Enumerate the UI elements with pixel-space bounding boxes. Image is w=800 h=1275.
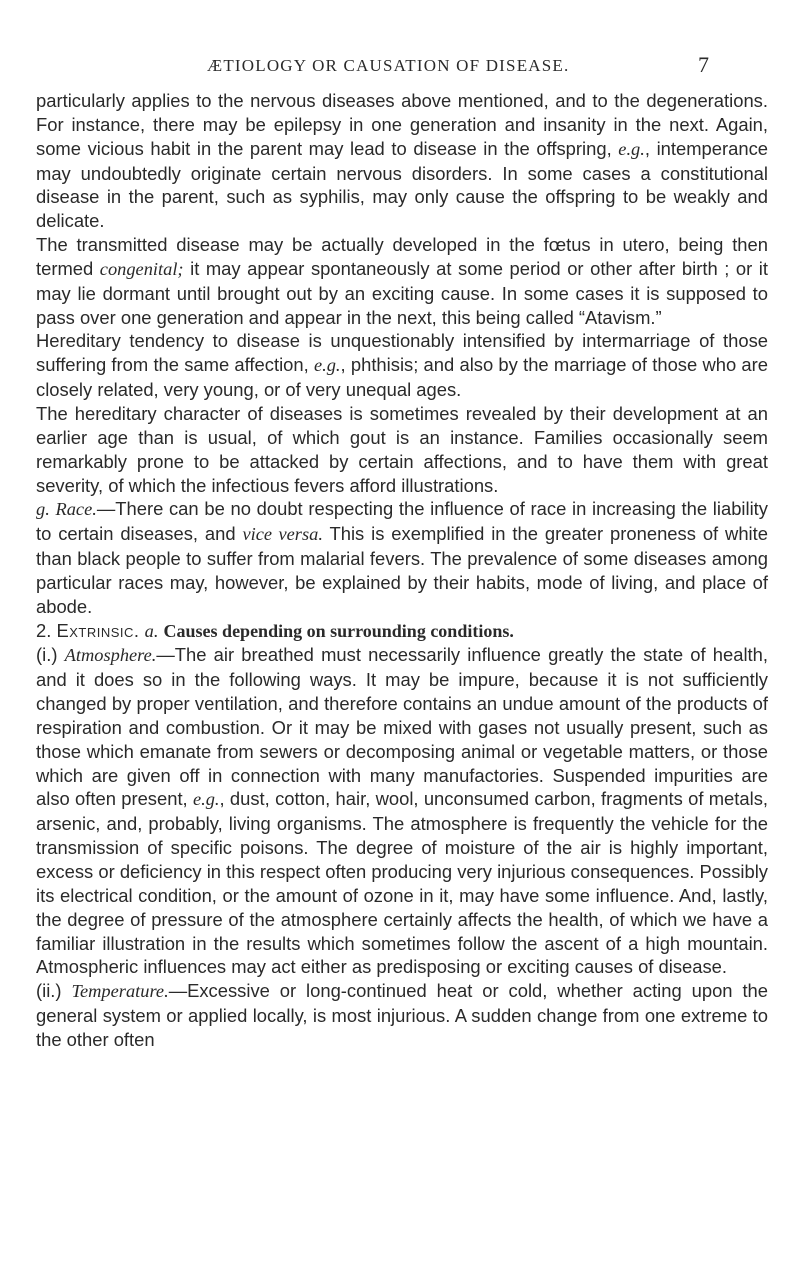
text-segment: Temperature. (71, 981, 169, 1002)
text-segment: it may appear spontaneously at some period or other after birth ; or it may lie dormant until brought out by an exciting cause. In some cases it is supposed to pass over one generation and appear in the next, this being called “Atavism.” (36, 257, 768, 328)
paragraph-temperature (36, 979, 768, 1052)
text-segment: Atmosphere. (64, 645, 157, 666)
text-segment: Race. (55, 499, 97, 520)
text-segment: This is exemplified in the greater proneness of white than black people to suffer from malarial fevers. The prevalence of some diseases among particular races may, however, be explained by their habits, mode of living, and place of abode. (36, 523, 768, 617)
text-segment: particularly applies to the nervous diseases above mentioned, and to the degenerations. For instance, there may be epilepsy in one generation and insanity in the next. Again, some vicious habit in the parent may lead to disease in the offspring, (36, 90, 768, 159)
text-segment: a. (144, 620, 159, 641)
running-title: ÆTIOLOGY OR CAUSATION OF DISEASE. (207, 56, 570, 75)
section-heading-extrinsic (36, 619, 768, 644)
text-segment: vice versa. (242, 524, 323, 545)
text-segment: (i.) (36, 644, 65, 666)
paragraph-atmosphere (36, 643, 768, 979)
paragraph-hereditary-tendency (36, 329, 768, 402)
text-segment: e.g. (618, 138, 645, 159)
paragraph-race (36, 497, 768, 618)
text-segment: , intemperance may undoubtedly originate certain nervous disorders. In some cases a constitutional disease in the parent, such as syphilis, may only cause the offspring to be weakly and delicate. (36, 137, 768, 232)
text-segment: e.g. (192, 789, 220, 810)
text-segment: congenital; (99, 258, 184, 279)
text-segment: , phthisis; and also by the marriage of those who are closely related, very young, or of very unequal ages. (36, 354, 768, 401)
text-segment: 2. (36, 619, 57, 641)
text-segment: —The air breathed must necessarily influence greatly the state of health, and it does so in the following ways. It may be impure, because it is not sufficiently changed by proper ventilation, and therefore contains an undue amount of the products of respiration and combustion. Or it may be mixed with gases not usually present, such as those which emanate from sewers or decomposing animal or vegetable matters, or those which are given off in connection with many manufactories. Suspended impurities are also often present, (36, 644, 768, 810)
text-segment: The transmitted disease may be actually developed in the fœtus in utero, being then termed (36, 234, 768, 279)
paragraph-hereditary-character (36, 402, 768, 497)
paragraph-heredity-nervous (36, 89, 768, 233)
text-segment: Extrinsic. (56, 619, 140, 641)
running-head (0, 52, 800, 80)
text-segment: —Excessive or long-continued heat or cold, whether acting upon the general system or applied locally, is most injurious. A sudden change from one extreme to the other often (36, 980, 769, 1050)
body-text (36, 89, 768, 1052)
text-segment: The hereditary character of diseases is sometimes revealed by their development at an earlier age than is usual, of which gout is an instance. Families occasionally seem remarkably prone to be attacked by certain affections, and to have them with great severity, of which the infectious fevers afford illustrations. (36, 402, 768, 496)
text-segment: (ii.) (36, 980, 72, 1002)
text-segment: —There can be no doubt respecting the influence of race in increasing the liability to certain diseases, and (36, 498, 768, 545)
page-number: 7 (698, 52, 709, 77)
text-segment: Hereditary tendency to disease is unquestionably intensified by intermarriage of those suffering from the same affection, (36, 330, 768, 376)
text-segment: , dust, cotton, hair, wool, unconsumed carbon, fragments of metals, arsenic, and, probably, living organisms. The atmosphere is frequently the vehicle for the transmission of specific poisons. The degree of moisture of the air is highly important, excess or deficiency in this respect often producing very injurious consequences. Possibly its electrical condition, or the amount of ozone in it, may have some influence. And, lastly, the degree of pressure of the atmosphere certainly affects the health, of which we have a familiar illustration in the results which sometimes follow the ascent of a high mountain. Atmospheric influences may act either as predisposing or exciting causes of disease. (36, 788, 768, 978)
text-segment: g. (36, 499, 50, 520)
text-segment: e.g. (313, 355, 341, 376)
paragraph-transmitted-disease (36, 233, 768, 329)
text-segment: Causes depending on surrounding conditions. (163, 620, 514, 641)
